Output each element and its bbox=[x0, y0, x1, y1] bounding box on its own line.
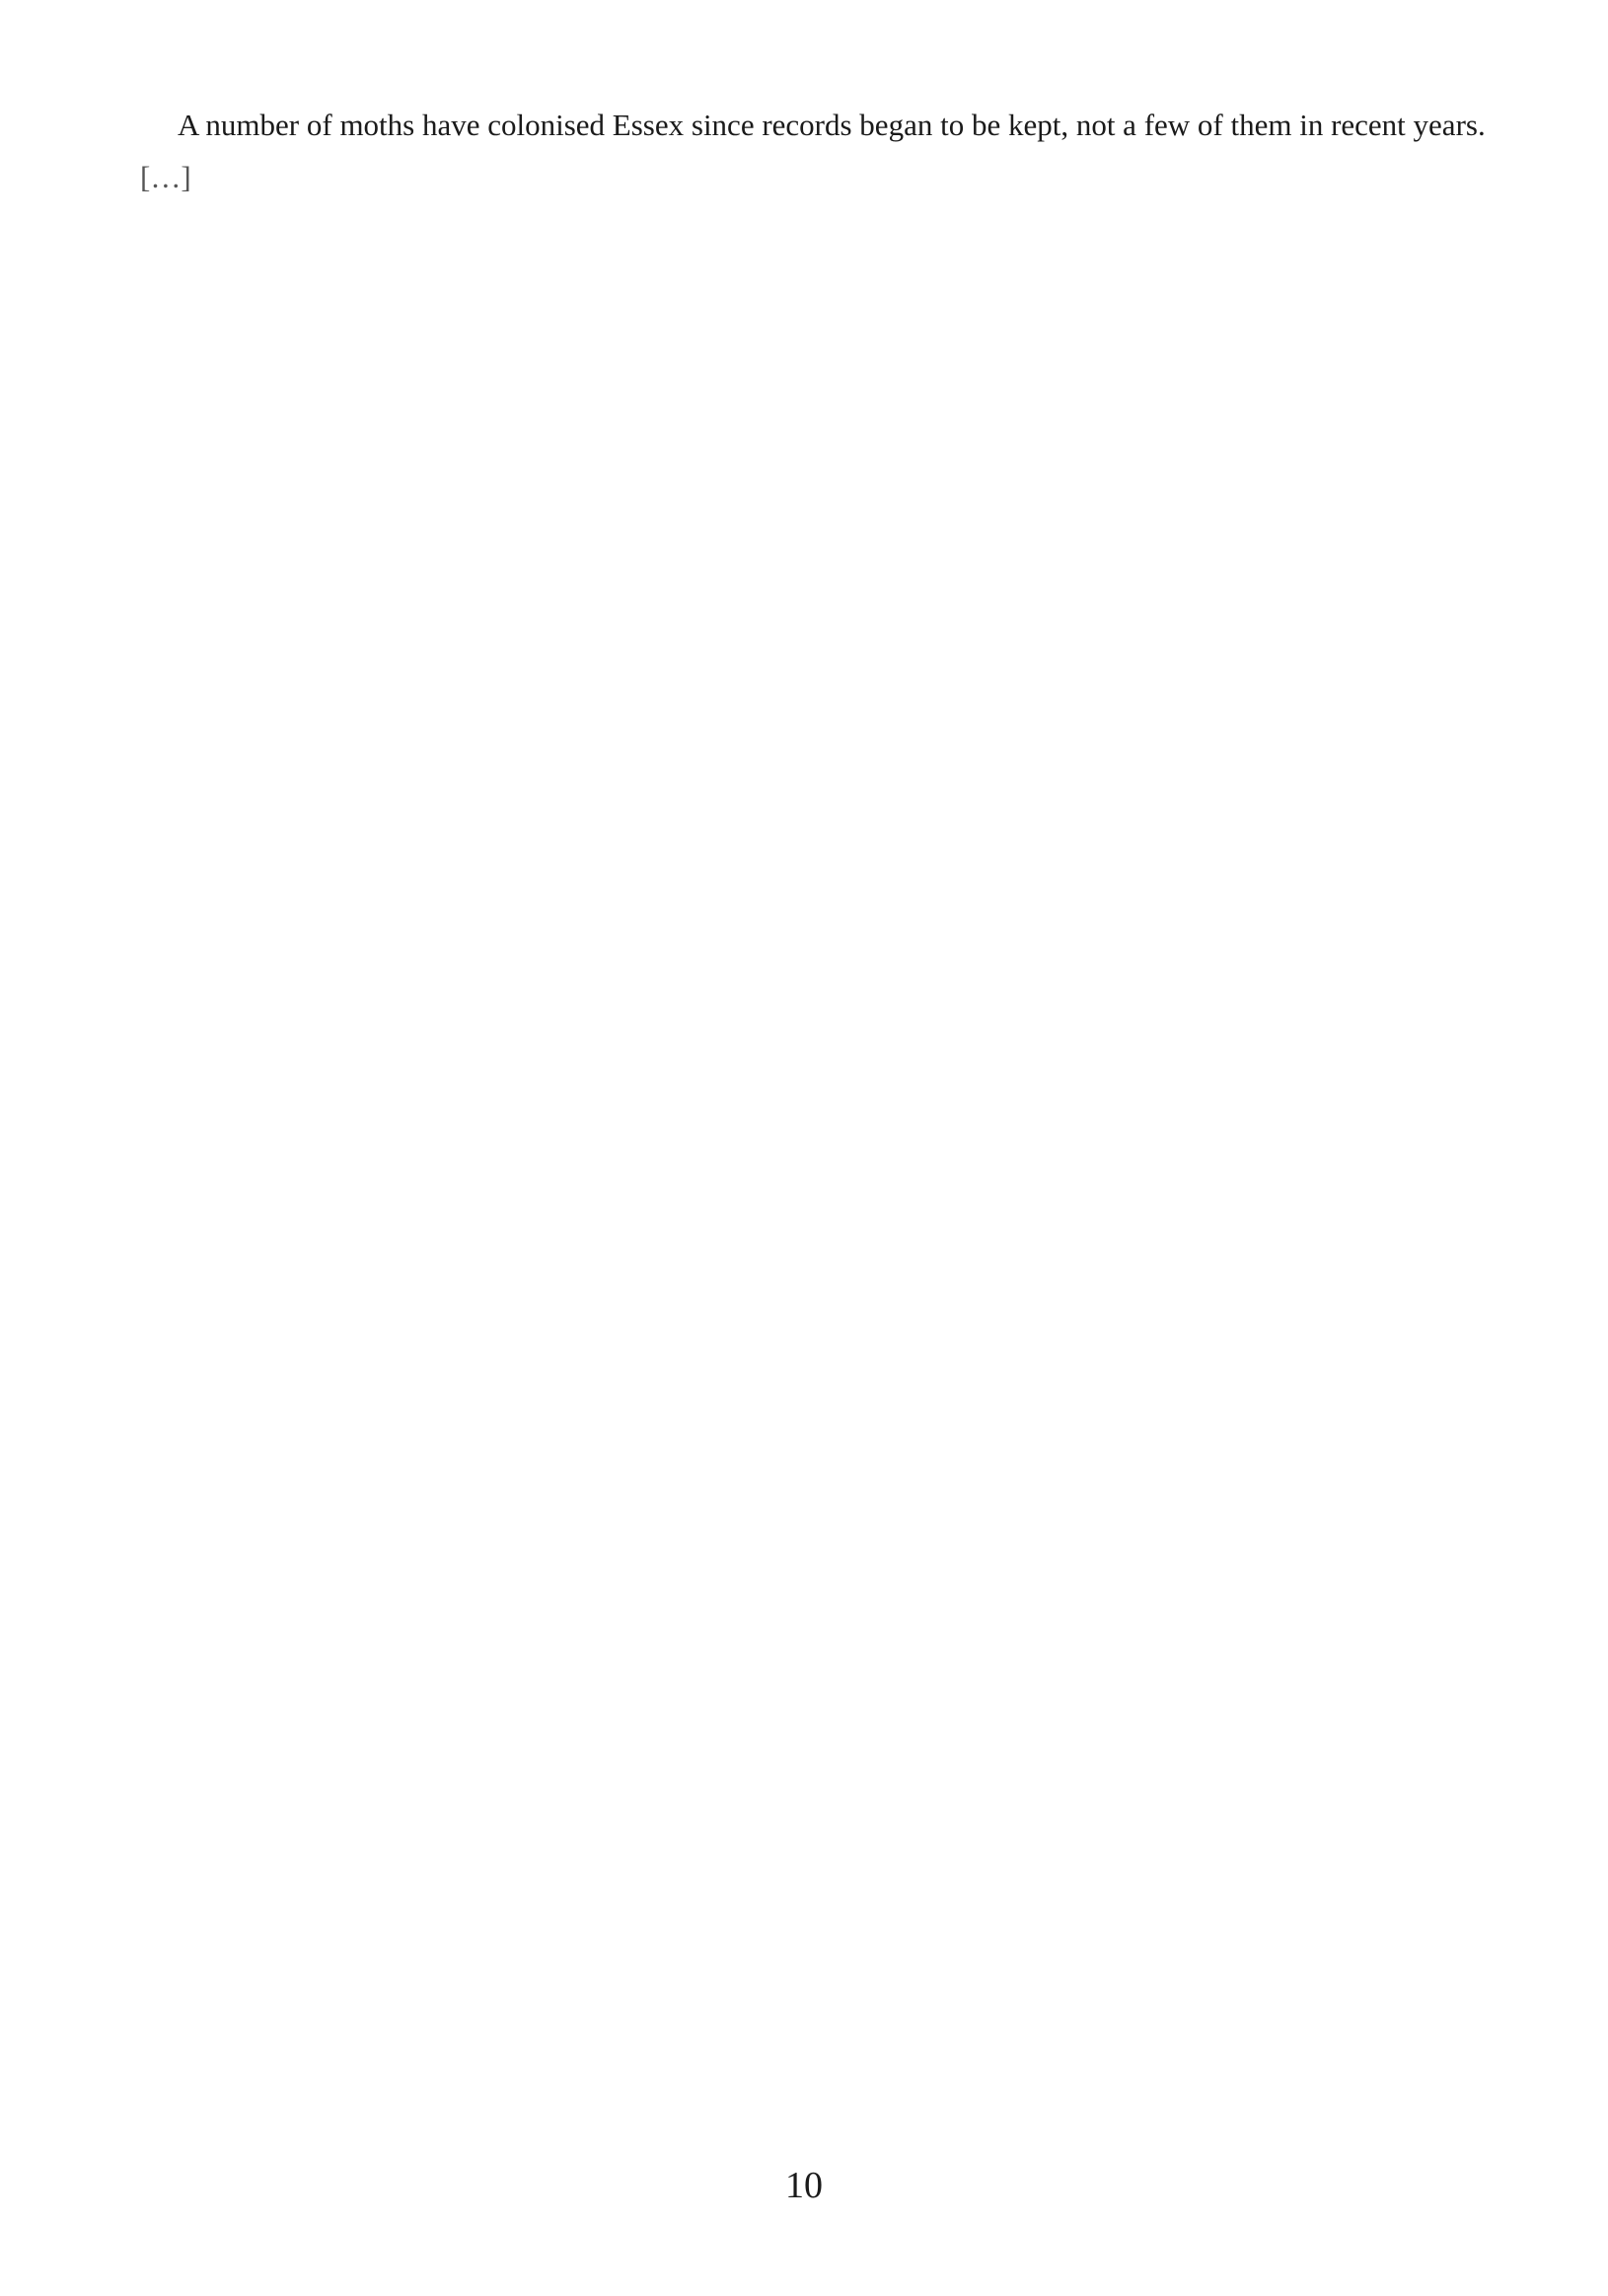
paragraph-excerpt: A number of moths have colonised Essex since records began to be kept, not a few of them in recent years. bbox=[178, 108, 1486, 142]
elision-marker: […] bbox=[140, 159, 191, 194]
body-text bbox=[140, 107, 1511, 196]
page-number: 10 bbox=[785, 2165, 823, 2206]
